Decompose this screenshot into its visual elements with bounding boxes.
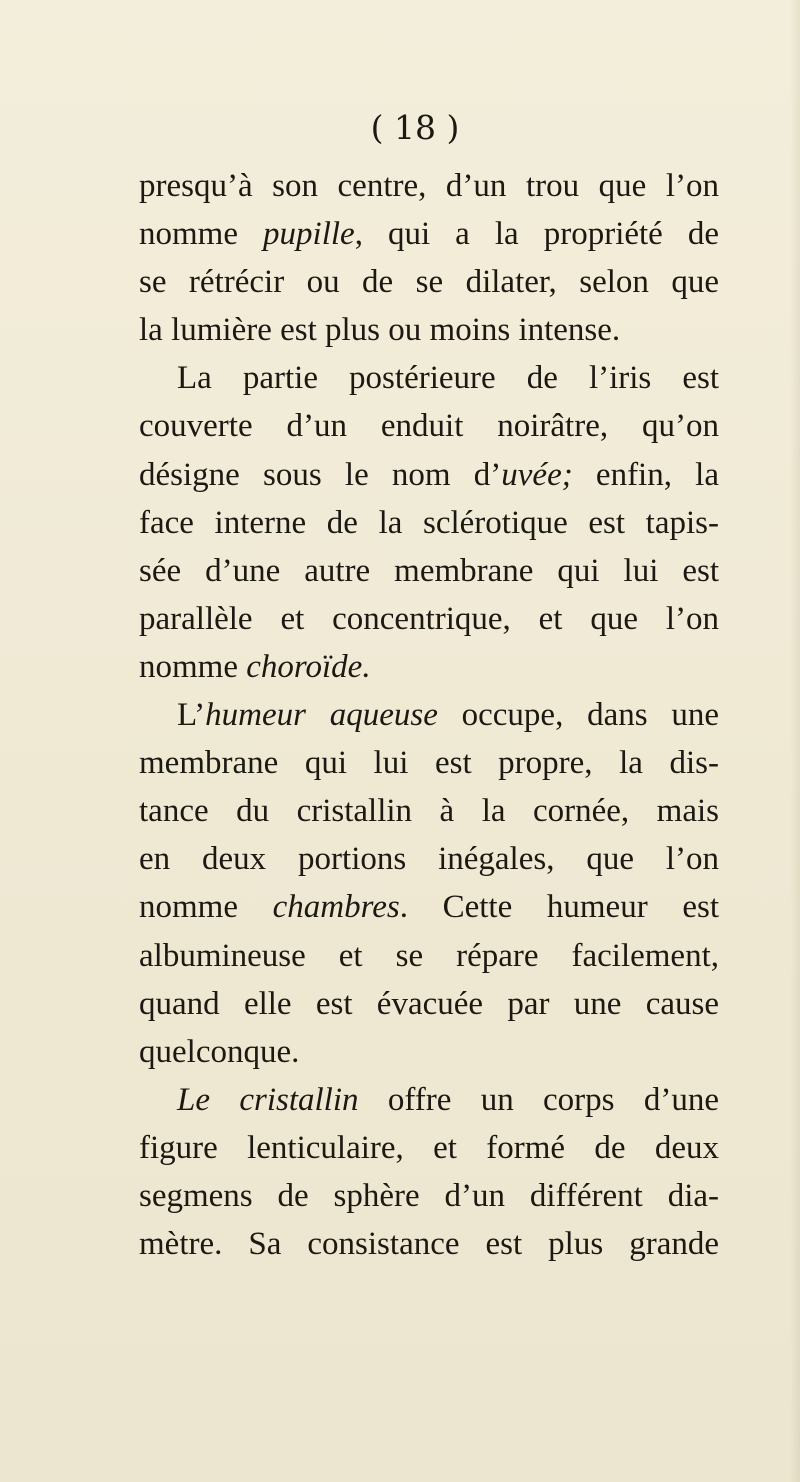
- text-line: [139, 1220, 719, 1268]
- italic-term: choroïde.: [246, 648, 371, 685]
- text-segment: sée d’une autre membrane qui lui est: [139, 552, 719, 589]
- italic-term: uvée;: [501, 456, 573, 493]
- page-number: ( 18 ): [370, 108, 460, 147]
- text-line: [139, 787, 719, 835]
- text-segment: tance du cristallin à la cornée, mais: [139, 793, 719, 830]
- text-segment: désigne sous le nom d’: [139, 456, 502, 493]
- text-line: [139, 739, 719, 787]
- text-segment: . Cette humeur est: [399, 889, 719, 926]
- text-segment: se rétrécir ou de se dilater, selon que: [139, 264, 719, 301]
- text-line: [139, 1172, 719, 1220]
- text-segment: nomme: [139, 889, 273, 926]
- text-line: [139, 402, 719, 450]
- italic-term: Le cristallin: [177, 1081, 359, 1118]
- text-line: [139, 980, 719, 1028]
- text-segment: La partie postérieure de l’iris est: [177, 360, 719, 397]
- text-line: [139, 595, 719, 643]
- text-line: [139, 354, 719, 402]
- text-line: [139, 643, 719, 691]
- text-segment: quand elle est évacuée par une cause: [139, 985, 719, 1022]
- text-segment: en deux portions inégales, que l’on: [139, 841, 719, 878]
- text-segment: albumineuse et se répare facilement,: [139, 937, 719, 974]
- text-segment: , qui a la propriété de: [354, 216, 720, 253]
- text-line: [139, 499, 719, 547]
- text-line: [139, 883, 719, 931]
- text-line: [139, 1028, 719, 1076]
- text-line: [139, 306, 719, 354]
- text-segment: la lumière est plus ou moins intense.: [139, 312, 621, 349]
- text-segment: nomme: [139, 216, 264, 253]
- text-line: [139, 691, 719, 739]
- text-segment: parallèle et concentrique, et que l’on: [139, 600, 719, 637]
- italic-term: humeur aqueuse: [205, 697, 438, 734]
- text-line: [139, 547, 719, 595]
- text-line: [139, 932, 719, 980]
- text-segment: L’: [177, 697, 206, 734]
- text-segment: figure lenticulaire, et formé de deux: [139, 1129, 719, 1166]
- text-segment: segmens de sphère d’un différent dia-: [139, 1177, 719, 1214]
- text-line: [139, 210, 719, 258]
- page-edge: [790, 0, 800, 1482]
- text-segment: couverte d’un enduit noirâtre, qu’on: [139, 408, 719, 445]
- text-line: [139, 258, 719, 306]
- text-segment: quelconque.: [139, 1033, 300, 1070]
- text-line: [139, 162, 719, 210]
- text-segment: offre un corps d’une: [358, 1081, 719, 1118]
- body-text: [139, 162, 719, 1268]
- text-line: [139, 451, 719, 499]
- italic-term: chambres: [272, 889, 400, 926]
- text-segment: enfin, la: [572, 456, 719, 493]
- text-line: [139, 1076, 719, 1124]
- text-line: [139, 835, 719, 883]
- text-segment: membrane qui lui est propre, la dis-: [139, 745, 719, 782]
- text-line: [139, 1124, 719, 1172]
- text-segment: presqu’à son centre, d’un trou que l’on: [139, 168, 719, 204]
- text-segment: face interne de la sclérotique est tapis-: [139, 504, 719, 541]
- text-segment: occupe, dans une: [437, 697, 719, 734]
- italic-term: pupille: [263, 216, 355, 253]
- text-segment: nomme: [139, 648, 247, 685]
- text-segment: mètre. Sa consistance est plus grande: [139, 1226, 719, 1263]
